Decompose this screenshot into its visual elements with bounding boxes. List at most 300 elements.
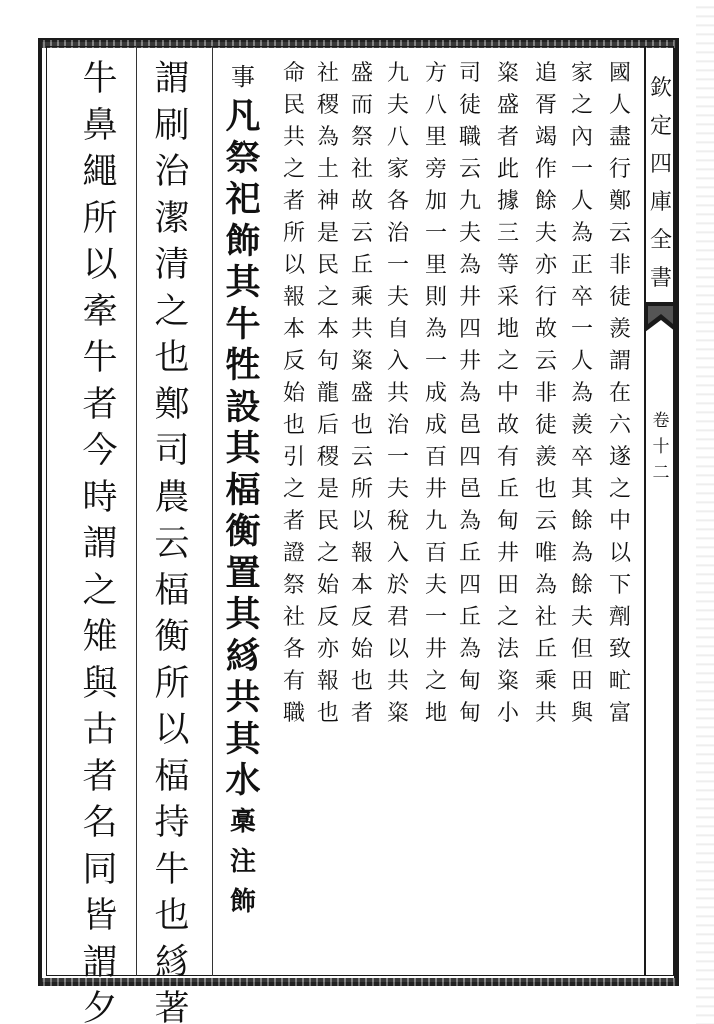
glyph: 注: [229, 846, 256, 877]
glyph: 則: [424, 285, 447, 310]
glyph: 農: [154, 477, 190, 518]
glyph: 夫: [570, 605, 593, 630]
glyph: 始: [316, 573, 339, 598]
glyph: 水: [225, 760, 261, 801]
glyph: 稷: [316, 93, 339, 118]
glyph: 有: [496, 445, 519, 470]
glyph: 百: [424, 541, 447, 566]
glyph: 楅: [225, 469, 261, 511]
glyph: 井: [424, 637, 447, 662]
glyph: 為: [458, 381, 481, 406]
glyph: 丘: [534, 637, 557, 662]
glyph: 井: [458, 285, 481, 310]
glyph: 小: [496, 701, 519, 726]
glyph: 之: [154, 291, 190, 332]
glyph: 社: [534, 605, 557, 630]
glyph: 祀: [225, 179, 261, 220]
glyph: 職: [282, 701, 305, 726]
glyph: 者: [282, 189, 305, 214]
glyph: 一: [386, 253, 409, 278]
glyph: 甿: [608, 669, 631, 694]
glyph: 之: [282, 157, 305, 182]
glyph: 八: [386, 125, 409, 150]
glyph: 凡: [225, 96, 261, 137]
glyph: 徒: [608, 285, 631, 310]
glyph: 也: [154, 338, 190, 378]
glyph: 為: [570, 381, 593, 406]
glyph: 夫: [386, 285, 409, 310]
glyph: 共: [225, 677, 261, 718]
glyph: 反: [350, 605, 373, 630]
glyph: 井: [458, 349, 481, 374]
glyph: 四: [458, 317, 481, 342]
glyph: 職: [458, 125, 481, 150]
glyph: 社: [350, 157, 373, 182]
book-title-char: 定: [649, 114, 672, 139]
column-divider: [212, 46, 213, 976]
glyph: 是: [316, 221, 339, 246]
glyph: 楅: [154, 756, 190, 797]
glyph: 中: [496, 381, 519, 406]
glyph: 非: [534, 381, 557, 406]
glyph: 盛: [350, 381, 373, 406]
glyph: 絼: [154, 942, 190, 983]
glyph: 謂: [82, 524, 118, 564]
glyph: 乘: [350, 285, 373, 310]
glyph: 牛: [82, 338, 118, 378]
glyph: 夫: [458, 221, 481, 246]
glyph: 田: [496, 573, 519, 598]
text-column-12: [141, 56, 203, 1024]
glyph: 井: [496, 541, 519, 566]
glyph: 鄭: [154, 384, 190, 425]
glyph-lead: 事: [231, 63, 255, 91]
text-column-5: [453, 58, 487, 730]
glyph: 土: [316, 157, 339, 182]
glyph: 置: [225, 552, 261, 594]
glyph: 與: [82, 663, 118, 704]
glyph: 民: [316, 509, 339, 534]
text-column-8: [345, 58, 379, 730]
glyph: 稅: [386, 509, 409, 534]
glyph: 之: [496, 349, 519, 374]
glyph: 為: [458, 637, 481, 662]
glyph: 君: [386, 605, 409, 630]
glyph: 夫: [386, 477, 409, 502]
glyph: 后: [316, 413, 339, 438]
glyph: 富: [608, 701, 631, 726]
glyph: 清: [154, 245, 190, 285]
glyph: 楅: [154, 570, 190, 611]
glyph: 人: [570, 349, 593, 374]
glyph: 以: [350, 509, 373, 534]
glyph: 句: [316, 349, 339, 374]
glyph: 在: [608, 381, 631, 406]
glyph: 其: [225, 594, 261, 635]
banxin-right-line: [676, 38, 679, 986]
glyph: 行: [534, 285, 557, 310]
glyph: 飾: [225, 220, 261, 262]
volume-label-char: 卷: [652, 411, 670, 431]
glyph: 同: [82, 849, 118, 890]
glyph: 共: [534, 701, 557, 726]
glyph: 於: [386, 573, 409, 598]
glyph: 丘: [458, 605, 481, 630]
glyph: 一: [570, 157, 593, 182]
glyph: 者: [282, 509, 305, 534]
glyph: 飾: [229, 886, 256, 917]
glyph: 命: [282, 61, 305, 86]
text-column-1: [603, 58, 637, 730]
glyph: 刷: [154, 105, 190, 146]
glyph: 為: [570, 541, 593, 566]
glyph: 云: [458, 157, 481, 182]
glyph: 據: [496, 189, 519, 214]
glyph: 云: [534, 349, 557, 374]
glyph: 其: [570, 477, 593, 502]
glyph: 徒: [534, 413, 557, 438]
glyph: 邑: [458, 413, 481, 438]
scan-edge: [696, 0, 714, 1024]
glyph: 人: [608, 93, 631, 118]
glyph: 甸: [458, 701, 481, 726]
glyph: 等: [496, 253, 519, 278]
glyph: 者: [350, 701, 373, 726]
glyph: 潔: [154, 198, 190, 239]
glyph: 盡: [608, 125, 631, 150]
glyph: 祭: [350, 125, 373, 150]
glyph: 入: [386, 349, 409, 374]
glyph: 胥: [534, 93, 557, 118]
glyph: 作: [534, 157, 557, 182]
book-title-char: 庫: [649, 190, 672, 215]
glyph: 以: [82, 245, 118, 285]
text-column-6: [419, 58, 453, 730]
glyph: 者: [82, 756, 118, 797]
glyph: 里: [424, 125, 447, 150]
book-title-char: 四: [649, 152, 672, 177]
glyph: 采: [496, 285, 519, 310]
glyph: 謂: [154, 59, 190, 99]
glyph: 自: [386, 317, 409, 342]
glyph: 云: [154, 524, 190, 564]
glyph: 以: [154, 710, 190, 750]
glyph: 為: [534, 573, 557, 598]
glyph: 證: [282, 541, 305, 566]
glyph: 人: [570, 189, 593, 214]
glyph: 丘: [350, 253, 373, 278]
glyph: 共: [386, 381, 409, 406]
glyph: 共: [386, 669, 409, 694]
glyph: 之: [570, 93, 593, 118]
glyph: 之: [496, 605, 519, 630]
glyph: 為: [458, 509, 481, 534]
glyph: 各: [282, 637, 305, 662]
banxin-left-line: [644, 46, 646, 976]
glyph: 為: [458, 253, 481, 278]
glyph: 中: [608, 509, 631, 534]
glyph: 司: [154, 431, 190, 471]
glyph: 所: [82, 198, 118, 239]
glyph: 祭: [225, 137, 261, 179]
glyph: 共: [350, 317, 373, 342]
glyph: 祭: [282, 573, 305, 598]
glyph: 羨: [608, 317, 631, 342]
glyph: 報: [316, 669, 339, 694]
glyph: 絼: [225, 635, 261, 677]
text-column-7: [381, 58, 415, 730]
glyph: 牲: [225, 345, 261, 386]
glyph: 者: [496, 125, 519, 150]
glyph: 里: [424, 253, 447, 278]
glyph: 下: [608, 573, 631, 598]
glyph: 劑: [608, 605, 631, 630]
glyph: 成: [424, 381, 447, 406]
book-title-column: [648, 70, 674, 298]
glyph: 餘: [534, 189, 557, 214]
glyph: 反: [282, 349, 305, 374]
glyph: 此: [496, 157, 519, 182]
glyph: 但: [570, 637, 593, 662]
glyph: 本: [350, 573, 373, 598]
glyph: 一: [386, 445, 409, 470]
text-column-2: [565, 58, 599, 730]
glyph: 所: [154, 663, 190, 704]
glyph: 古: [82, 710, 118, 750]
glyph: 治: [386, 221, 409, 246]
glyph: 致: [608, 637, 631, 662]
volume-label-char: 十: [652, 437, 670, 457]
glyph: 也: [316, 701, 339, 726]
glyph: 牛: [154, 849, 190, 890]
glyph: 故: [496, 413, 519, 438]
glyph: 鼻: [82, 105, 118, 146]
glyph: 國: [608, 61, 631, 86]
volume-label-char: 二: [652, 463, 670, 483]
fishtail-ornament: [645, 298, 676, 338]
glyph: 謂: [82, 942, 118, 983]
glyph: 故: [534, 317, 557, 342]
glyph: 卒: [570, 445, 593, 470]
glyph: 餘: [570, 573, 593, 598]
glyph: 甸: [458, 669, 481, 694]
glyph: 引: [282, 445, 305, 470]
text-column-9: [311, 58, 345, 730]
glyph: 治: [154, 152, 190, 192]
glyph: 粢: [386, 701, 409, 726]
glyph: 社: [282, 605, 305, 630]
glyph: 徒: [458, 93, 481, 118]
glyph: 治: [386, 413, 409, 438]
glyph: 盛: [350, 61, 373, 86]
glyph: 以: [608, 541, 631, 566]
glyph: 設: [225, 386, 261, 428]
glyph: 羨: [570, 413, 593, 438]
text-column-3: [529, 58, 563, 730]
glyph: 與: [570, 701, 593, 726]
glyph: 旁: [424, 157, 447, 182]
glyph: 乘: [534, 669, 557, 694]
glyph: 是: [316, 477, 339, 502]
glyph: 反: [316, 605, 339, 630]
glyph: 家: [570, 61, 593, 86]
glyph: 丘: [458, 541, 481, 566]
glyph: 牛: [225, 303, 261, 345]
glyph: 謂: [608, 349, 631, 374]
glyph: 報: [282, 285, 305, 310]
glyph: 所: [282, 221, 305, 246]
glyph: 為: [316, 125, 339, 150]
glyph: 持: [154, 803, 190, 843]
glyph: 始: [282, 381, 305, 406]
glyph: 追: [534, 61, 557, 86]
glyph: 非: [608, 253, 631, 278]
glyph: 盛: [496, 93, 519, 118]
glyph: 法: [496, 637, 519, 662]
glyph: 丘: [496, 477, 519, 502]
glyph: 也: [350, 413, 373, 438]
glyph: 以: [386, 637, 409, 662]
glyph: 也: [350, 669, 373, 694]
glyph: 司: [458, 61, 481, 86]
glyph: 報: [350, 541, 373, 566]
glyph: 共: [282, 125, 305, 150]
glyph: 其: [225, 262, 261, 303]
glyph: 衡: [225, 511, 261, 552]
glyph: 夫: [386, 93, 409, 118]
glyph: 竭: [534, 125, 557, 150]
glyph: 六: [608, 413, 631, 438]
glyph: 為: [424, 317, 447, 342]
glyph: 所: [350, 477, 373, 502]
glyph: 三: [496, 221, 519, 246]
glyph: 云: [534, 509, 557, 534]
glyph: 云: [350, 221, 373, 246]
glyph: 龍: [316, 381, 339, 406]
glyph: 其: [225, 428, 261, 469]
glyph: 夫: [534, 221, 557, 246]
glyph: 之: [282, 477, 305, 502]
glyph: 遂: [608, 445, 631, 470]
glyph: 甸: [496, 509, 519, 534]
glyph: 繩: [82, 152, 118, 192]
glyph: 內: [570, 125, 593, 150]
glyph: 云: [608, 221, 631, 246]
glyph: 云: [350, 445, 373, 470]
volume-label-column: [648, 408, 674, 486]
glyph: 卒: [570, 285, 593, 310]
glyph: 地: [424, 701, 447, 726]
glyph: 四: [458, 573, 481, 598]
glyph: 之: [424, 669, 447, 694]
glyph: 之: [608, 477, 631, 502]
glyph: 亦: [316, 637, 339, 662]
glyph: 皆: [82, 896, 118, 936]
glyph: 成: [424, 413, 447, 438]
glyph: 九: [424, 509, 447, 534]
glyph: 入: [386, 541, 409, 566]
glyph: 始: [350, 637, 373, 662]
glyph: 而: [350, 93, 373, 118]
frame-border-bottom: [40, 978, 676, 986]
glyph: 井: [424, 477, 447, 502]
glyph: 以: [282, 253, 305, 278]
glyph: 夫: [424, 573, 447, 598]
glyph: 牽: [82, 291, 118, 332]
glyph: 行: [608, 157, 631, 182]
glyph: 名: [82, 803, 118, 843]
glyph: 九: [458, 189, 481, 214]
glyph: 唯: [534, 541, 557, 566]
book-title-char: 全: [649, 228, 672, 253]
glyph: 時: [82, 477, 118, 518]
glyph: 邑: [458, 477, 481, 502]
glyph: 四: [458, 445, 481, 470]
glyph: 一: [570, 317, 593, 342]
glyph: 有: [282, 669, 305, 694]
glyph: 九: [386, 61, 409, 86]
glyph: 百: [424, 445, 447, 470]
glyph: 餘: [570, 509, 593, 534]
text-column-11: [214, 58, 272, 922]
glyph: 粢: [496, 61, 519, 86]
glyph: 鄭: [608, 189, 631, 214]
glyph: 田: [570, 669, 593, 694]
glyph: 一: [424, 349, 447, 374]
glyph: 本: [282, 317, 305, 342]
book-title-char: 欽: [649, 76, 672, 101]
glyph: 衡: [154, 617, 190, 657]
glyph: 羨: [534, 445, 557, 470]
glyph: 社: [316, 61, 339, 86]
glyph: 一: [424, 221, 447, 246]
glyph: 家: [386, 157, 409, 182]
glyph: 神: [316, 189, 339, 214]
glyph: 雉: [82, 617, 118, 657]
glyph: 粢: [350, 349, 373, 374]
glyph: 也: [154, 896, 190, 936]
glyph: 民: [282, 93, 305, 118]
glyph: 夕: [82, 989, 118, 1024]
book-title-char: 書: [649, 266, 672, 291]
glyph: 粢: [496, 669, 519, 694]
glyph: 之: [316, 541, 339, 566]
glyph: 也: [282, 413, 305, 438]
column-divider: [136, 46, 137, 976]
glyph: 民: [316, 253, 339, 278]
glyph: 方: [424, 61, 447, 86]
glyph: 之: [82, 570, 118, 611]
text-column-10: [277, 58, 311, 730]
glyph: 地: [496, 317, 519, 342]
glyph: 稷: [316, 445, 339, 470]
glyph: 槀: [229, 806, 256, 837]
text-column-4: [491, 58, 525, 730]
glyph: 今: [82, 431, 118, 471]
glyph: 八: [424, 93, 447, 118]
glyph: 本: [316, 317, 339, 342]
text-column-13: [69, 56, 131, 1024]
glyph: 各: [386, 189, 409, 214]
glyph: 也: [534, 477, 557, 502]
glyph: 正: [570, 253, 593, 278]
glyph: 故: [350, 189, 373, 214]
glyph: 為: [570, 221, 593, 246]
glyph: 一: [424, 605, 447, 630]
glyph: 加: [424, 189, 447, 214]
glyph: 著: [154, 989, 190, 1024]
glyph: 亦: [534, 253, 557, 278]
